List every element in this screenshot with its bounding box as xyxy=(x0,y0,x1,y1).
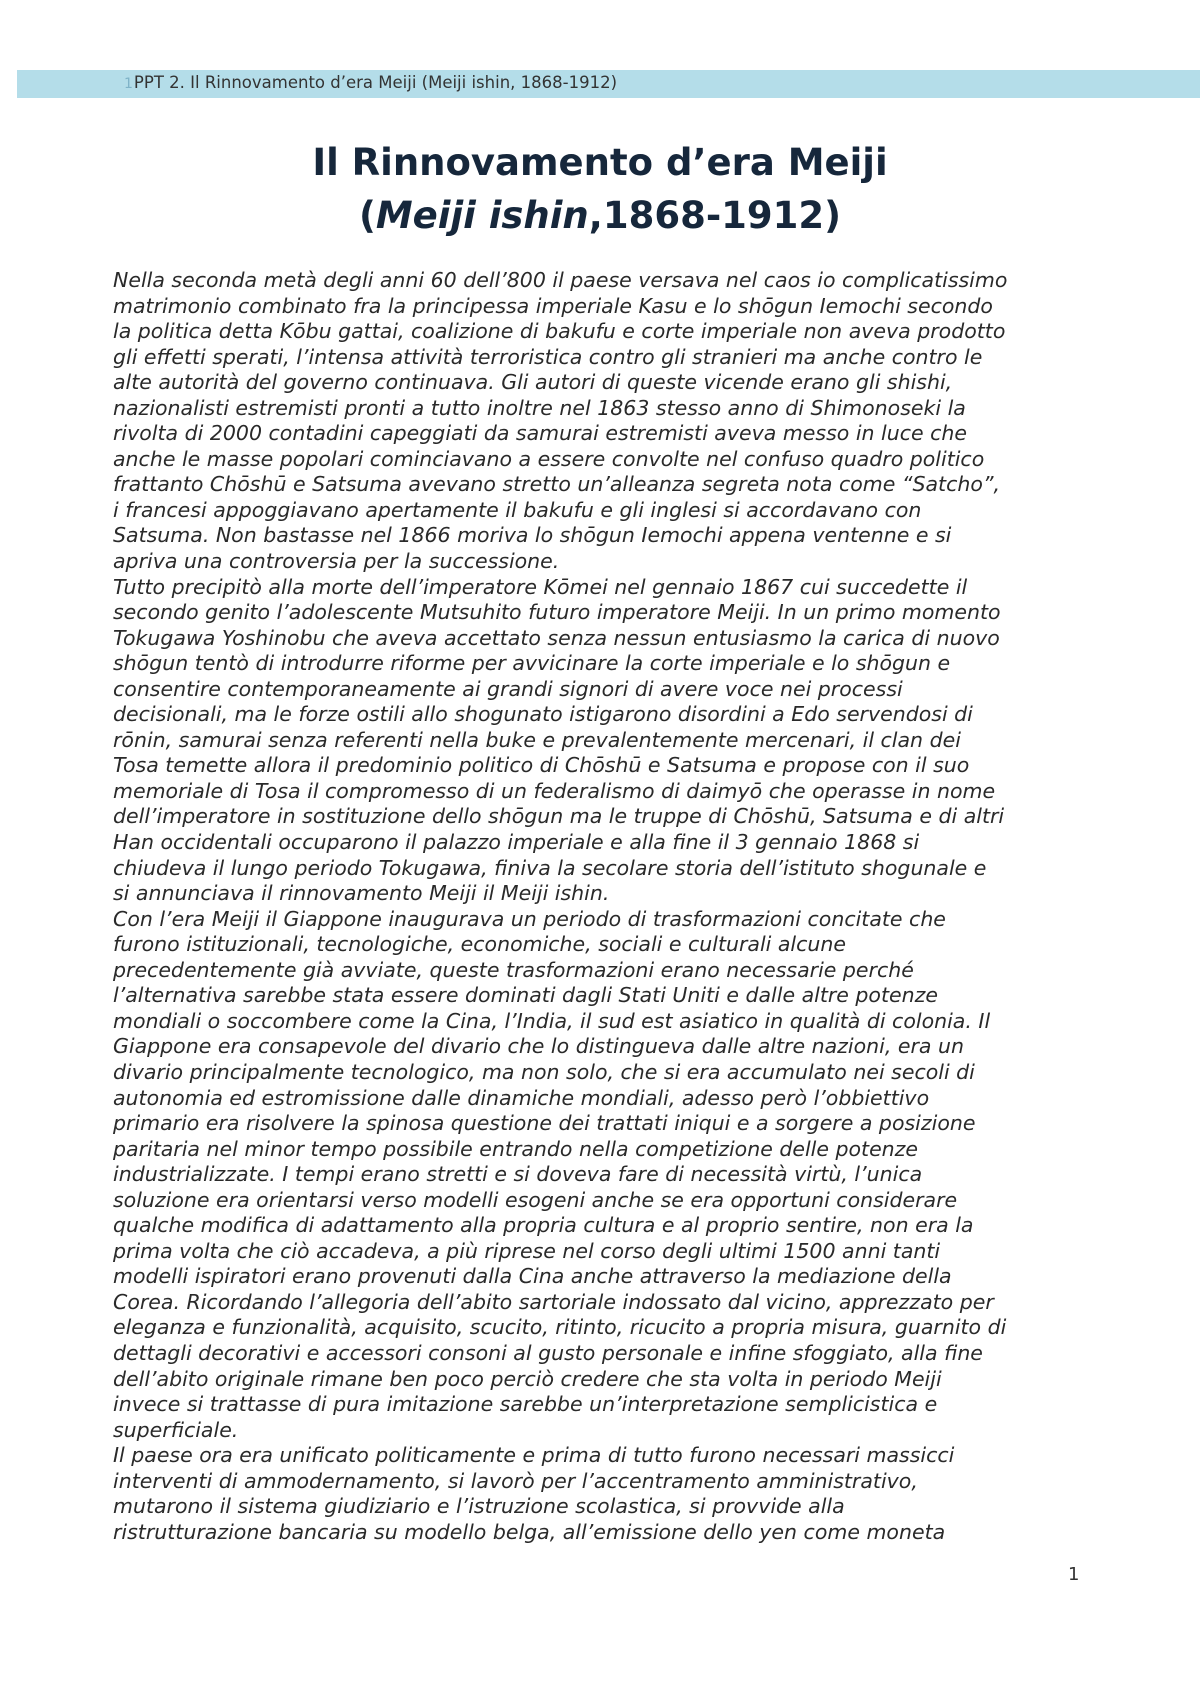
document-title xyxy=(0,136,1200,242)
body-line: la politica detta Kōbu gattai, coalizione di bakufu e corte imperiale non aveva prodotto xyxy=(113,319,1006,344)
body-line: mutarono il sistema giudiziario e l’istruzione scolastica, si provvide alla xyxy=(113,1494,845,1519)
body-line: mondiali o soccombere come la Cina, l’India, il sud est asiatico in qualità di colonia. Il xyxy=(113,1008,991,1033)
body-line: i francesi appoggiavano apertamente il bakufu e gli inglesi si accordavano con xyxy=(113,497,922,522)
body-line: precedentemente già avviate, queste trasformazioni erano necessarie perché xyxy=(113,957,914,982)
body-line: Tutto precipitò alla morte dell’imperatore Kōmei nel gennaio 1867 cui succedette il xyxy=(113,574,968,599)
title-italic: Meiji ishin xyxy=(375,194,589,237)
body-line: memoriale di Tosa il compromesso di un federalismo di daimyō che operasse in nome xyxy=(113,778,996,803)
body-line: interventi di ammodernamento, si lavorò per l’accentramento amministrativo, xyxy=(113,1468,918,1493)
body-line: dell’abito originale rimane ben poco perciò credere che sta volta in periodo Meiji xyxy=(113,1366,942,1391)
body-line: apriva una controversia per la successione. xyxy=(113,549,560,574)
body-text xyxy=(113,268,1103,1545)
body-line: shōgun tentò di introdurre riforme per avvicinare la corte imperiale e lo shōgun e xyxy=(113,651,951,676)
body-line: Tosa temette allora il predominio politico di Chōshū e Satsuma e propose con il suo xyxy=(113,753,970,778)
title-open-paren: ( xyxy=(358,194,376,237)
body-line: ristrutturazione bancaria su modello belga, all’emissione dello yen come moneta xyxy=(113,1519,946,1544)
body-line: invece si trattasse di pura imitazione sarebbe un’interpretazione semplicistica e xyxy=(113,1392,938,1417)
body-line: superficiale. xyxy=(113,1417,239,1442)
page-number: 1 xyxy=(1068,1564,1080,1585)
body-line: rivolta di 2000 contadini capeggiati da samurai estremisti aveva messo in luce che xyxy=(113,421,967,446)
body-line: primario era risolvere la spinosa questione dei trattati iniqui e a sorgere a posizione xyxy=(113,1111,976,1136)
body-line: secondo genito l’adolescente Mutsuhito futuro imperatore Meiji. In un primo momento xyxy=(113,600,1001,625)
body-line: rōnin, samurai senza referenti nella buke e prevalentemente mercenari, il clan dei xyxy=(113,727,961,752)
body-line: matrimonio combinato fra la principessa imperiale Kasu e lo shōgun Iemochi secondo xyxy=(113,293,993,318)
body-line: Han occidentali occuparono il palazzo imperiale e alla fine il 3 gennaio 1868 si xyxy=(113,830,920,855)
header-title: PPT 2. Il Rinnovamento d’era Meiji (Meiji ishin, 1868-1912) xyxy=(133,73,618,92)
body-line: Con l’era Meiji il Giappone inaugurava un periodo di trasformazioni concitate che xyxy=(113,906,946,931)
title-line-2 xyxy=(0,189,1200,242)
body-line: Nella seconda metà degli anni 60 dell’800 il paese versava nel caos io complicatissimo xyxy=(113,268,1008,292)
body-line: prima volta che ciò accadeva, a più riprese nel corso degli ultimi 1500 anni tanti xyxy=(113,1238,941,1263)
body-line: eleganza e funzionalità, acquisito, scucito, ritinto, ricucito a propria misura, guarnito di xyxy=(113,1315,1007,1340)
body-line: dettagli decorativi e accessori consoni al gusto personale e infine sfoggiato, alla fine xyxy=(113,1340,983,1365)
body-line: consentire contemporaneamente ai grandi signori di avere voce nei processi xyxy=(113,676,903,701)
body-line: Corea. Ricordando l’allegoria dell’abito sartoriale indossato dal vicino, apprezzato per xyxy=(113,1289,994,1314)
body-line: furono istituzionali, tecnologiche, economiche, sociali e culturali alcune xyxy=(113,932,846,957)
running-header xyxy=(124,72,617,95)
body-line: gli effetti sperati, l’intensa attività terroristica contro gli stranieri ma anche contro le xyxy=(113,344,983,369)
title-line-1: Il Rinnovamento d’era Meiji xyxy=(312,141,888,184)
body-line: l’alternativa sarebbe stata essere dominati dagli Stati Uniti e dalle altre potenze xyxy=(113,983,938,1008)
body-line: qualche modifica di adattamento alla propria cultura e al proprio sentire, non era la xyxy=(113,1213,974,1238)
title-dates: ,1868-1912) xyxy=(588,194,842,237)
body-line: alte autorità del governo continuava. Gli autori di queste vicende erano gli shishi, xyxy=(113,370,953,395)
body-line: anche le masse popolari cominciavano a essere convolte nel confuso quadro politico xyxy=(113,446,985,471)
body-line: divario principalmente tecnologico, ma non solo, che si era accumulato nei secoli di xyxy=(113,1059,975,1084)
body-line: Giappone era consapevole del divario che lo distingueva dalle altre nazioni, era un xyxy=(113,1034,964,1059)
body-line: autonomia ed estromissione dalle dinamiche mondiali, adesso però l’obbiettivo xyxy=(113,1085,930,1110)
header-number: 1 xyxy=(124,76,133,92)
body-line: dell’imperatore in sostituzione dello shōgun ma le truppe di Chōshū, Satsuma e di altri xyxy=(113,804,1005,829)
body-line: soluzione era orientarsi verso modelli esogeni anche se era opportuni considerare xyxy=(113,1187,958,1212)
body-line: modelli ispiratori erano provenuti dalla Cina anche attraverso la mediazione della xyxy=(113,1264,952,1289)
body-line: paritaria nel minor tempo possibile entrando nella competizione delle potenze xyxy=(113,1136,919,1161)
body-line: industrializzate. I tempi erano stretti e si doveva fare di necessità virtù, l’unica xyxy=(113,1162,923,1187)
body-line: Satsuma. Non bastasse nel 1866 moriva lo shōgun Iemochi appena ventenne e si xyxy=(113,523,952,548)
body-line: decisionali, ma le forze ostili allo shogunato istigarono disordini a Edo servendosi di xyxy=(113,702,973,727)
body-line: chiudeva il lungo periodo Tokugawa, finiva la secolare storia dell’istituto shogunale e xyxy=(113,855,987,880)
body-line: frattanto Chōshū e Satsuma avevano stretto un’alleanza segreta nota come “Satcho”, xyxy=(113,472,1001,497)
body-line: si annunciava il rinnovamento Meiji il Meiji ishin. xyxy=(113,881,610,906)
body-line: Tokugawa Yoshinobu che aveva accettato senza nessun entusiasmo la carica di nuovo xyxy=(113,625,1000,650)
body-line: Il paese ora era unificato politicamente e prima di tutto furono necessari massicci xyxy=(113,1443,955,1468)
body-line: nazionalisti estremisti pronti a tutto inoltre nel 1863 stesso anno di Shimonoseki la xyxy=(113,395,966,420)
